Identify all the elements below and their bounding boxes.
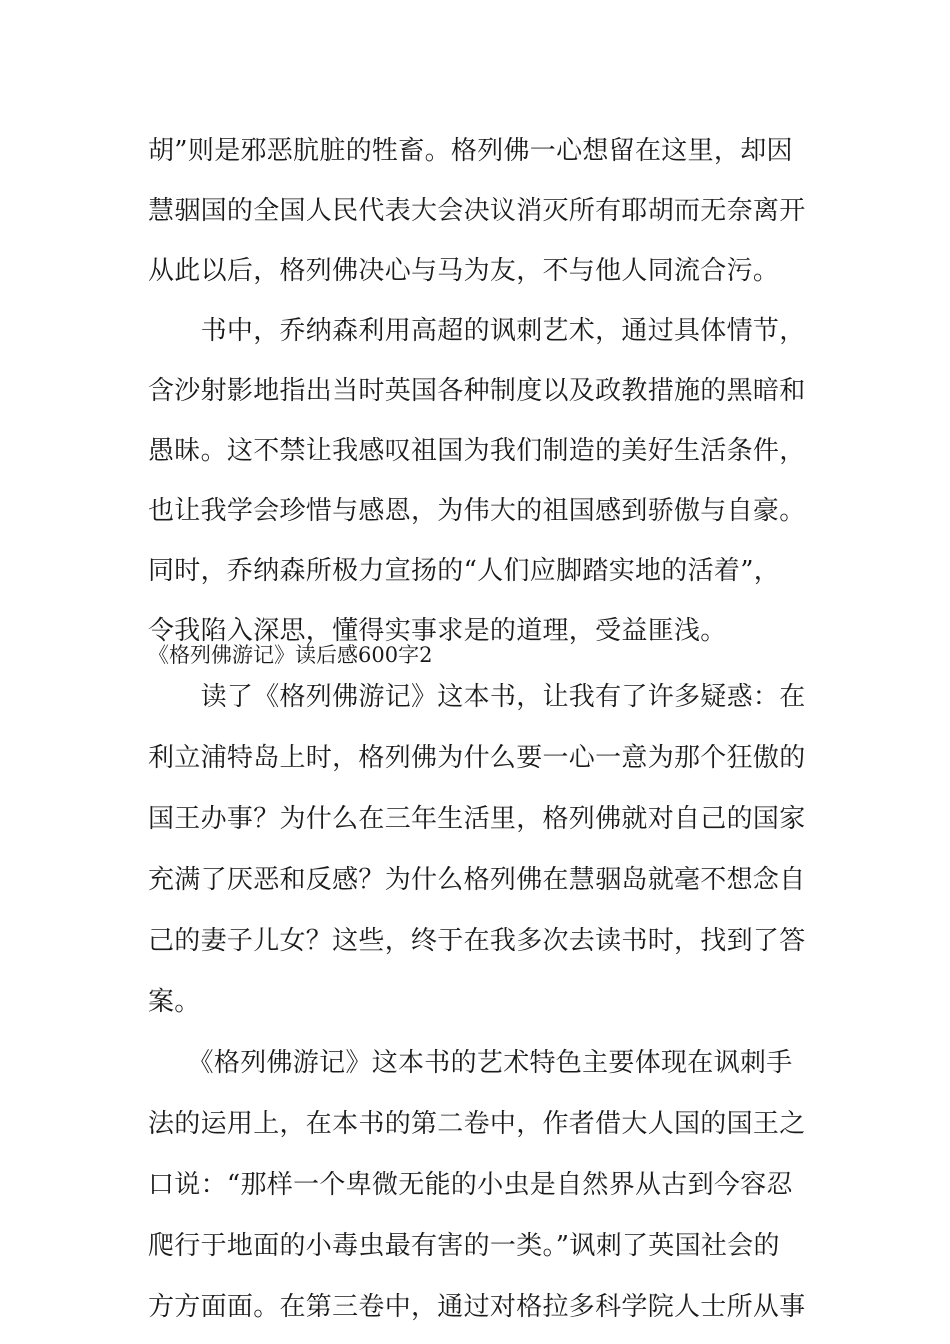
paragraph-line: 愚昧。这不禁让我感叹祖国为我们制造的美好生活条件， <box>148 436 806 466</box>
section-heading: 《格列佛游记》读后感600字2 <box>148 643 433 667</box>
paragraph-line: 同时，乔纳森所极力宣扬的“人们应脚踏实地的活着”， <box>148 556 781 586</box>
paragraph-line: 利立浦特岛上时，格列佛为什么要一心一意为那个狂傲的 <box>148 743 806 773</box>
paragraph-line: 慧骃国的全国人民代表大会决议消灭所有耶胡而无奈离开 <box>148 196 806 226</box>
paragraph-line: 胡”则是邪恶肮脏的牲畜。格列佛一心想留在这里，却因 <box>148 136 793 166</box>
paragraph-line: 令我陷入深思，懂得实事求是的道理，受益匪浅。 <box>148 616 727 646</box>
paragraph-line: 充满了厌恶和反感？为什么格列佛在慧骃岛就毫不想念自 <box>148 865 806 895</box>
paragraph-line: 口说：“那样一个卑微无能的小虫是自然界从古到今容忍 <box>148 1170 793 1200</box>
paragraph-line: 含沙射影地指出当时英国各种制度以及政教措施的黑暗和 <box>148 376 806 406</box>
paragraph-line: 《格列佛游记》这本书的艺术特色主要体现在讽刺手 <box>148 1048 793 1078</box>
paragraph-line: 国王办事？为什么在三年生活里，格列佛就对自己的国家 <box>148 804 806 834</box>
paragraph-line: 爬行于地面的小毒虫最有害的一类。”讽刺了英国社会的 <box>148 1231 780 1261</box>
paragraph-line: 己的妻子儿女？这些，终于在我多次去读书时，找到了答 <box>148 926 806 956</box>
paragraph-line: 书中，乔纳森利用高超的讽刺艺术，通过具体情节， <box>148 316 806 346</box>
paragraph-line: 从此以后，格列佛决心与马为友，不与他人同流合污。 <box>148 256 780 286</box>
paragraph-line: 法的运用上，在本书的第二卷中，作者借大人国的国王之 <box>148 1109 806 1139</box>
paragraph-line: 案。 <box>148 987 201 1017</box>
paragraph-line: 读了《格列佛游记》这本书，让我有了许多疑惑：在 <box>148 682 806 712</box>
paragraph-line: 方方面面。在第三卷中，通过对格拉多科学院人士所从事 <box>148 1292 806 1322</box>
paragraph-line: 也让我学会珍惜与感恩，为伟大的祖国感到骄傲与自豪。 <box>148 496 806 526</box>
